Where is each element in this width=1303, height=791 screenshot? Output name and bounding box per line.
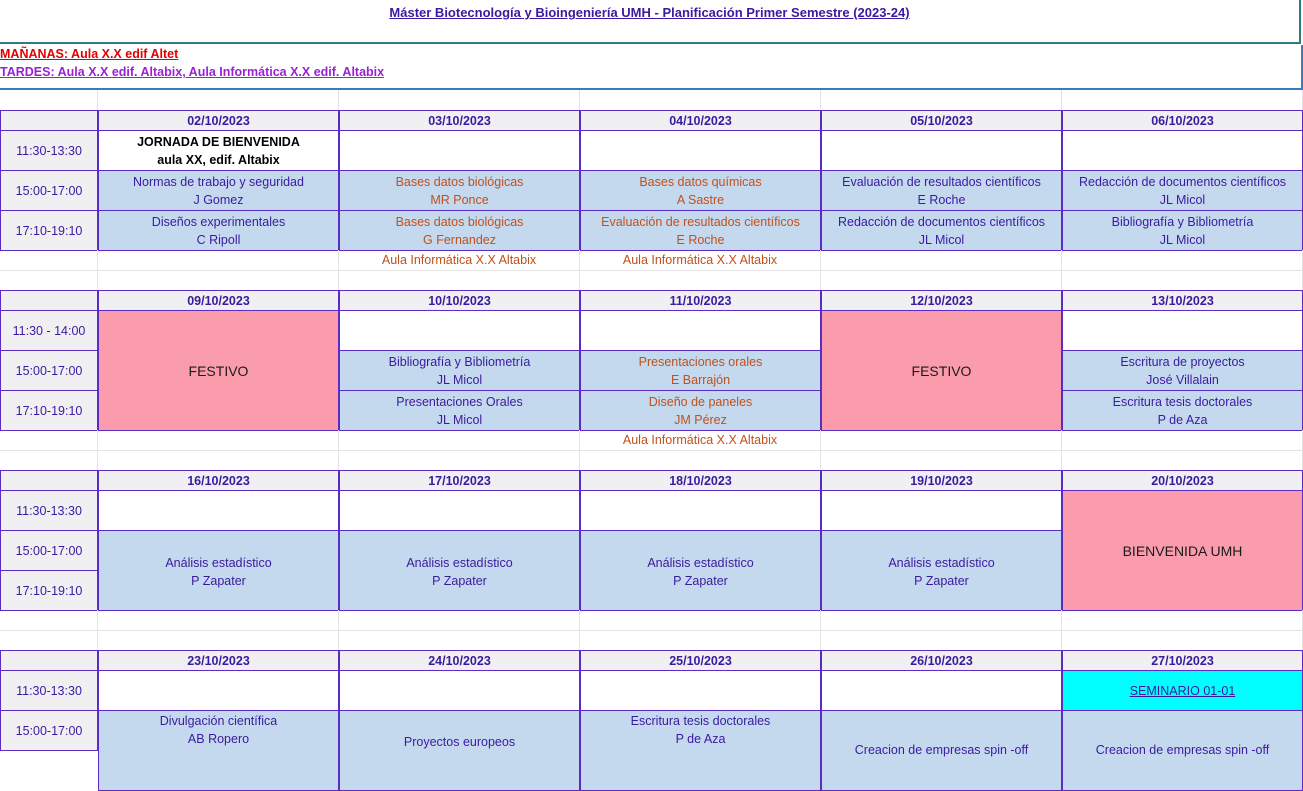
empty-cell[interactable] bbox=[580, 630, 821, 651]
time-slot-line-1: 11:30-13:30 bbox=[16, 503, 82, 518]
welcome-session-line-2: aula XX, edif. Altabix bbox=[157, 152, 280, 167]
statistics-session[interactable] bbox=[339, 530, 580, 611]
holiday-cell[interactable] bbox=[821, 310, 1062, 431]
date-header[interactable] bbox=[580, 290, 821, 311]
session-cell-line-2: JL Micol bbox=[436, 412, 483, 427]
session-cell[interactable] bbox=[1062, 390, 1303, 431]
empty-cell[interactable] bbox=[821, 270, 1062, 291]
empty-cell[interactable] bbox=[821, 450, 1062, 471]
statistics-session-line-1: Análisis estadístico bbox=[647, 555, 754, 570]
room-note[interactable] bbox=[580, 250, 821, 271]
empty-slot[interactable] bbox=[339, 310, 580, 351]
mananas-note: MAÑANAS: Aula X.X edif Altet bbox=[0, 47, 179, 61]
date-header-line-1: 03/10/2023 bbox=[428, 113, 491, 128]
session-cell[interactable] bbox=[580, 350, 821, 391]
empty-cell[interactable] bbox=[1062, 430, 1303, 451]
session-cell-line-1: Normas de trabajo y seguridad bbox=[133, 174, 304, 189]
session-cell[interactable] bbox=[339, 210, 580, 251]
session-cell-line-1: Diseño de paneles bbox=[648, 394, 753, 409]
room-note[interactable] bbox=[339, 250, 580, 271]
empty-cell[interactable] bbox=[821, 630, 1062, 651]
date-header-line-1: 16/10/2023 bbox=[187, 473, 250, 488]
session-cell[interactable] bbox=[1062, 350, 1303, 391]
empty-cell[interactable] bbox=[1062, 630, 1303, 651]
statistics-session-line-1: Análisis estadístico bbox=[406, 555, 513, 570]
date-header[interactable] bbox=[821, 470, 1062, 491]
empty-slot[interactable] bbox=[1062, 310, 1303, 351]
date-header-line-1: 24/10/2023 bbox=[428, 653, 491, 668]
session-cell-line-1: Evaluación de resultados científicos bbox=[842, 174, 1041, 189]
seminario-link-line-1: SEMINARIO 01-01 bbox=[1129, 683, 1236, 698]
empty-cell[interactable] bbox=[580, 610, 821, 631]
empty-cell[interactable] bbox=[98, 250, 339, 271]
time-slot[interactable] bbox=[0, 670, 98, 711]
header-corner[interactable] bbox=[0, 290, 98, 311]
header-corner[interactable] bbox=[0, 470, 98, 491]
statistics-session-line-1: Análisis estadístico bbox=[888, 555, 995, 570]
statistics-session[interactable] bbox=[580, 530, 821, 611]
empty-slot[interactable] bbox=[98, 490, 339, 531]
statistics-session-line-1: Análisis estadístico bbox=[165, 555, 272, 570]
time-slot-line-1: 17:10-19:10 bbox=[15, 583, 83, 598]
date-header[interactable] bbox=[339, 650, 580, 671]
statistics-session[interactable] bbox=[821, 530, 1062, 611]
header-corner[interactable] bbox=[0, 650, 98, 671]
session-cell-line-1: Evaluación de resultados científicos bbox=[601, 214, 800, 229]
statistics-session-line-2: P Zapater bbox=[191, 573, 246, 588]
empty-slot[interactable] bbox=[580, 670, 821, 711]
date-header[interactable] bbox=[98, 110, 339, 131]
date-header-line-1: 05/10/2023 bbox=[910, 113, 973, 128]
empty-slot[interactable] bbox=[821, 490, 1062, 531]
time-slot[interactable] bbox=[0, 170, 98, 211]
session-cell[interactable] bbox=[1062, 170, 1303, 211]
session-cell[interactable] bbox=[580, 390, 821, 431]
date-header[interactable] bbox=[1062, 470, 1303, 491]
session-cell-line-2: E Barrajón bbox=[670, 372, 731, 387]
time-slot[interactable] bbox=[0, 350, 98, 391]
session-cell-line-1: Escritura de proyectos bbox=[1120, 354, 1245, 369]
empty-cell[interactable] bbox=[339, 90, 580, 111]
room-note[interactable] bbox=[580, 430, 821, 451]
empty-slot[interactable] bbox=[339, 130, 580, 171]
empty-cell[interactable] bbox=[98, 90, 339, 111]
time-slot[interactable] bbox=[0, 210, 98, 251]
session-cell-line-1: Bases datos biológicas bbox=[395, 214, 524, 229]
empty-slot[interactable] bbox=[580, 130, 821, 171]
date-header[interactable] bbox=[821, 650, 1062, 671]
empty-cell[interactable] bbox=[98, 270, 339, 291]
session-cell-line-2: JM Pérez bbox=[674, 412, 727, 427]
room-note-line-1: Aula Informática X.X Altabix bbox=[622, 253, 778, 267]
session-cell[interactable] bbox=[98, 210, 339, 251]
empty-cell[interactable] bbox=[339, 450, 580, 471]
session-cell-line-2: A Sastre bbox=[676, 192, 725, 207]
room-note-line-1: Aula Informática X.X Altabix bbox=[622, 433, 778, 447]
time-slot-line-1: 17:10-19:10 bbox=[15, 223, 83, 238]
room-note-line-1: Aula Informática X.X Altabix bbox=[381, 253, 537, 267]
empty-cell[interactable] bbox=[1062, 610, 1303, 631]
page-title: Máster Biotecnología y Bioingeniería UMH - Planificación Primer Semestre (2023-24) bbox=[389, 5, 910, 20]
empty-slot[interactable] bbox=[580, 490, 821, 531]
time-slot-line-1: 15:00-17:00 bbox=[15, 363, 83, 378]
session-cell-line-1: Creacion de empresas spin -off bbox=[854, 743, 1029, 757]
session-cell-line-2: P de Aza bbox=[1157, 412, 1208, 427]
date-header[interactable] bbox=[821, 110, 1062, 131]
empty-cell[interactable] bbox=[98, 610, 339, 631]
tardes-note: TARDES: Aula X.X edif. Altabix, Aula Informática X.X edif. Altabix bbox=[0, 65, 385, 79]
welcome-session[interactable] bbox=[98, 130, 339, 171]
date-header-line-1: 12/10/2023 bbox=[910, 293, 973, 308]
empty-cell[interactable] bbox=[0, 450, 98, 471]
date-header-line-1: 20/10/2023 bbox=[1151, 473, 1214, 488]
empty-slot[interactable] bbox=[1062, 130, 1303, 171]
date-header-line-1: 19/10/2023 bbox=[910, 473, 973, 488]
holiday-cell-line-1: FESTIVO bbox=[911, 362, 972, 379]
date-header-line-1: 10/10/2023 bbox=[428, 293, 491, 308]
empty-cell[interactable] bbox=[0, 250, 98, 271]
date-header[interactable] bbox=[1062, 650, 1303, 671]
session-cell[interactable] bbox=[821, 170, 1062, 211]
time-slot[interactable] bbox=[0, 570, 98, 611]
empty-slot[interactable] bbox=[821, 670, 1062, 711]
session-cell[interactable] bbox=[98, 710, 339, 791]
empty-slot[interactable] bbox=[98, 670, 339, 711]
session-cell-line-1: Presentaciones orales bbox=[638, 354, 763, 369]
date-header-line-1: 17/10/2023 bbox=[428, 473, 491, 488]
date-header[interactable] bbox=[98, 470, 339, 491]
date-header-line-1: 18/10/2023 bbox=[669, 473, 732, 488]
session-cell-line-1: Bibliografía y Bibliometría bbox=[1111, 214, 1254, 229]
empty-slot[interactable] bbox=[580, 310, 821, 351]
session-cell-line-2: José Villalain bbox=[1146, 372, 1219, 387]
seminario-link[interactable] bbox=[1062, 670, 1303, 711]
time-slot[interactable] bbox=[0, 130, 98, 171]
date-header-line-1: 02/10/2023 bbox=[187, 113, 250, 128]
session-cell-line-1: Diseños experimentales bbox=[151, 214, 286, 229]
date-header-line-1: 13/10/2023 bbox=[1151, 293, 1214, 308]
time-slot-line-1: 17:10-19:10 bbox=[15, 403, 83, 418]
session-cell-line-1: Escritura tesis doctorales bbox=[630, 714, 771, 728]
date-header[interactable] bbox=[580, 470, 821, 491]
time-slot[interactable] bbox=[0, 490, 98, 531]
time-slot-line-1: 15:00-17:00 bbox=[15, 723, 83, 738]
session-cell[interactable] bbox=[580, 170, 821, 211]
date-header[interactable] bbox=[1062, 110, 1303, 131]
empty-cell[interactable] bbox=[580, 270, 821, 291]
welcome-umh-cell-line-1: BIENVENIDA UMH bbox=[1122, 542, 1243, 559]
session-cell-line-1: Bases datos químicas bbox=[639, 174, 762, 189]
date-header[interactable] bbox=[1062, 290, 1303, 311]
session-cell-line-1: Escritura tesis doctorales bbox=[1112, 394, 1253, 409]
date-header[interactable] bbox=[339, 470, 580, 491]
date-header[interactable] bbox=[580, 110, 821, 131]
time-slot[interactable] bbox=[0, 310, 98, 351]
time-slot-line-1: 11:30-13:30 bbox=[16, 683, 82, 698]
time-slot-line-1: 11:30 - 14:00 bbox=[12, 323, 86, 338]
session-cell[interactable] bbox=[339, 170, 580, 211]
info-cell[interactable] bbox=[0, 45, 1303, 90]
time-slot-line-1: 15:00-17:00 bbox=[15, 543, 83, 558]
statistics-session-line-2: P Zapater bbox=[914, 573, 969, 588]
statistics-session-line-2: P Zapater bbox=[673, 573, 728, 588]
empty-cell[interactable] bbox=[339, 430, 580, 451]
statistics-session-line-2: P Zapater bbox=[432, 573, 487, 588]
session-cell[interactable] bbox=[339, 710, 580, 791]
session-cell[interactable] bbox=[580, 210, 821, 251]
session-cell-line-2: G Fernandez bbox=[423, 232, 496, 247]
session-cell-line-2: J Gomez bbox=[193, 192, 244, 207]
time-slot-line-1: 15:00-17:00 bbox=[15, 183, 83, 198]
holiday-cell-line-1: FESTIVO bbox=[188, 362, 249, 379]
session-cell-line-2: MR Ponce bbox=[430, 192, 489, 207]
date-header[interactable] bbox=[821, 290, 1062, 311]
session-cell[interactable] bbox=[98, 170, 339, 211]
session-cell-line-1: Redacción de documentos científicos bbox=[837, 214, 1046, 229]
session-cell-line-2: JL Micol bbox=[1159, 232, 1206, 247]
empty-cell[interactable] bbox=[821, 90, 1062, 111]
session-cell-line-1: Bases datos biológicas bbox=[395, 174, 524, 189]
date-header-line-1: 23/10/2023 bbox=[187, 653, 250, 668]
date-header-line-1: 04/10/2023 bbox=[669, 113, 732, 128]
statistics-session[interactable] bbox=[98, 530, 339, 611]
session-cell-line-1: Creacion de empresas spin -off bbox=[1095, 743, 1270, 757]
empty-cell[interactable] bbox=[821, 250, 1062, 271]
session-cell-line-1: Bibliografía y Bibliometría bbox=[388, 354, 531, 369]
session-cell[interactable] bbox=[821, 710, 1062, 791]
empty-cell[interactable] bbox=[1062, 450, 1303, 471]
empty-cell[interactable] bbox=[0, 610, 98, 631]
session-cell-line-1: Presentaciones Orales bbox=[396, 394, 523, 409]
empty-cell[interactable] bbox=[580, 90, 821, 111]
session-cell[interactable] bbox=[580, 710, 821, 791]
empty-cell[interactable] bbox=[1062, 90, 1303, 111]
session-cell-line-1: Redacción de documentos científicos bbox=[1078, 174, 1287, 189]
date-header-line-1: 11/10/2023 bbox=[669, 293, 732, 308]
welcome-session-line-1: JORNADA DE BIENVENIDA bbox=[137, 134, 300, 149]
time-slot[interactable] bbox=[0, 710, 98, 751]
empty-cell[interactable] bbox=[821, 610, 1062, 631]
empty-cell[interactable] bbox=[339, 270, 580, 291]
date-header[interactable] bbox=[580, 650, 821, 671]
empty-cell[interactable] bbox=[1062, 270, 1303, 291]
time-slot-line-1: 11:30-13:30 bbox=[16, 143, 82, 158]
session-cell[interactable] bbox=[1062, 710, 1303, 791]
date-header-line-1: 09/10/2023 bbox=[187, 293, 250, 308]
date-header-line-1: 06/10/2023 bbox=[1151, 113, 1214, 128]
empty-cell[interactable] bbox=[0, 90, 98, 111]
date-header-line-1: 27/10/2023 bbox=[1151, 653, 1214, 668]
empty-cell[interactable] bbox=[580, 450, 821, 471]
session-cell-line-2: JL Micol bbox=[918, 232, 965, 247]
session-cell[interactable] bbox=[821, 210, 1062, 251]
date-header[interactable] bbox=[98, 650, 339, 671]
empty-cell[interactable] bbox=[98, 430, 339, 451]
holiday-cell[interactable] bbox=[98, 310, 339, 431]
empty-slot[interactable] bbox=[821, 130, 1062, 171]
header-corner[interactable] bbox=[0, 110, 98, 131]
time-slot[interactable] bbox=[0, 390, 98, 431]
date-header[interactable] bbox=[98, 290, 339, 311]
session-cell-line-2: E Roche bbox=[676, 232, 725, 247]
date-header[interactable] bbox=[339, 290, 580, 311]
session-cell-line-2: JL Micol bbox=[1159, 192, 1206, 207]
date-header-line-1: 25/10/2023 bbox=[669, 653, 732, 668]
empty-cell[interactable] bbox=[821, 430, 1062, 451]
title-cell[interactable] bbox=[0, 0, 1301, 44]
session-cell-line-2: C Ripoll bbox=[196, 232, 241, 247]
session-cell[interactable] bbox=[339, 390, 580, 431]
session-cell[interactable] bbox=[1062, 210, 1303, 251]
session-cell-line-2: AB Ropero bbox=[187, 732, 250, 746]
empty-cell[interactable] bbox=[1062, 250, 1303, 271]
empty-cell[interactable] bbox=[0, 430, 98, 451]
empty-cell[interactable] bbox=[98, 450, 339, 471]
session-cell-line-1: Divulgación científica bbox=[159, 714, 278, 728]
session-cell-line-1: Proyectos europeos bbox=[403, 735, 516, 749]
welcome-umh-cell[interactable] bbox=[1062, 490, 1303, 611]
session-cell[interactable] bbox=[339, 350, 580, 391]
empty-slot[interactable] bbox=[339, 490, 580, 531]
date-header-line-1: 26/10/2023 bbox=[910, 653, 973, 668]
date-header[interactable] bbox=[339, 110, 580, 131]
empty-slot[interactable] bbox=[339, 670, 580, 711]
session-cell-line-2: E Roche bbox=[917, 192, 966, 207]
session-cell-line-2: P de Aza bbox=[675, 732, 726, 746]
empty-cell[interactable] bbox=[339, 610, 580, 631]
empty-cell[interactable] bbox=[0, 630, 98, 651]
empty-cell[interactable] bbox=[339, 630, 580, 651]
empty-cell[interactable] bbox=[98, 630, 339, 651]
empty-cell[interactable] bbox=[0, 270, 98, 291]
session-cell-line-2: JL Micol bbox=[436, 372, 483, 387]
time-slot[interactable] bbox=[0, 530, 98, 571]
